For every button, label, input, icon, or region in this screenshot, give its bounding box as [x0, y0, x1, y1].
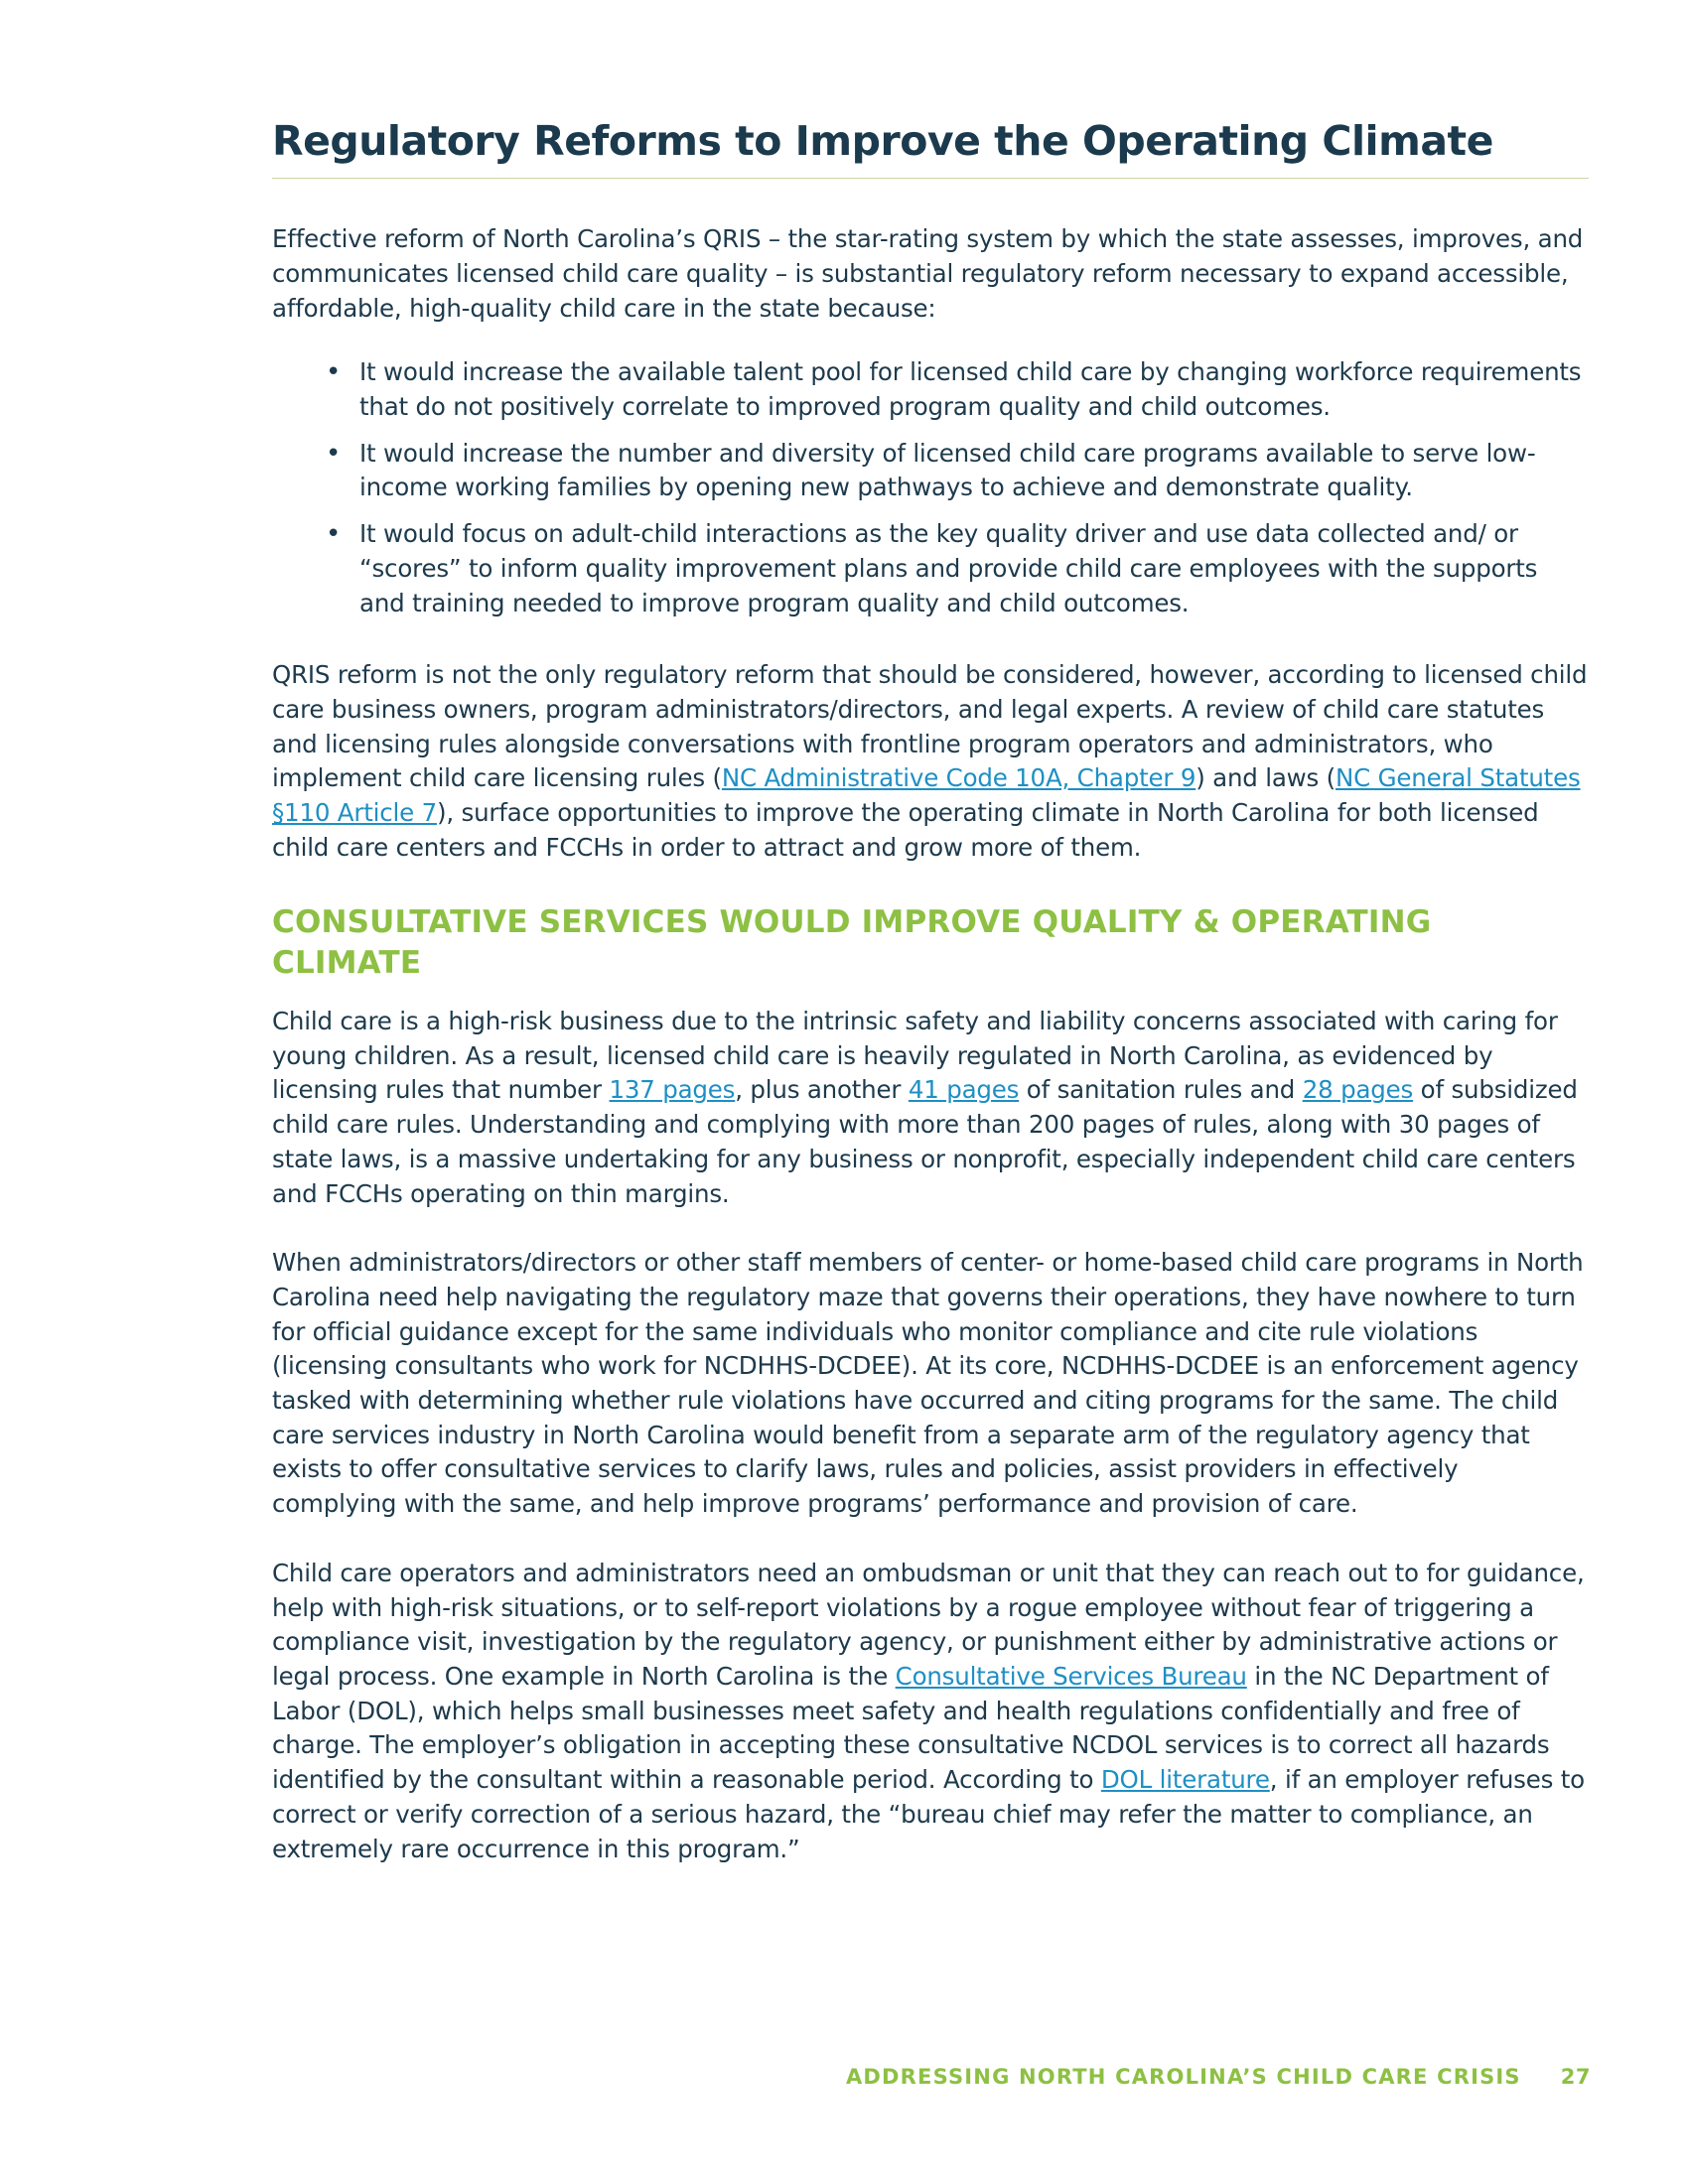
text-span: of subsidized child care rules. Understanding and complying with more than 200 pages of rules, along with 30 pages of state laws, is a massive undertaking for any business or nonprofit, especially independent child care centers and FCCHs operating on thin margins.: [272, 1075, 1578, 1208]
list-item: • It would focus on adult-child interactions as the key quality driver and use data collected and/ or “scores” to inform quality improvement plans and provide child care employees with the supports and training needed to improve program quality and child outcomes.: [359, 517, 1589, 620]
text-span: of sanitation rules and: [1019, 1075, 1303, 1105]
operators-paragraph: [272, 1557, 1589, 1866]
sanitation-rules-link[interactable]: 41 pages: [908, 1075, 1020, 1105]
text-span: , plus another: [735, 1075, 909, 1105]
page-content: [272, 117, 1589, 1866]
text-span: in the NC Department of Labor (DOL), which helps small businesses meet safety and health regulations confidentially and free of charge. The employer’s obligation in accepting these consultative NCDOL services is to correct all hazards identified by the consultant within a reasonable period. According to: [272, 1661, 1550, 1795]
list-item: • It would increase the available talent pool for licensed child care by changing workforce requirements that do not positively correlate to improved program quality and child outcomes.: [359, 355, 1589, 424]
list-item: • It would increase the number and diversity of licensed child care programs available to serve low-income working families by opening new pathways to achieve and demonstrate quality.: [359, 437, 1589, 505]
dol-literature-link[interactable]: DOL literature: [1100, 1765, 1270, 1795]
text-span: QRIS reform is not the only regulatory reform that should be considered, however, according to licensed child care business owners, program administrators/directors, and legal experts. A review of child care statutes and licensing rules alongside conversations with frontline program operators and administrators, who implement child care licensing rules (: [272, 660, 1588, 793]
qris-reform-paragraph: [272, 658, 1589, 865]
nc-administrative-code-link[interactable]: NC Administrative Code 10A, Chapter 9: [721, 763, 1196, 793]
footer-title: ADDRESSING NORTH CAROLINA’S CHILD CARE CRISIS: [845, 2065, 1521, 2089]
page-title: Regulatory Reforms to Improve the Operating Climate: [272, 117, 1589, 179]
page-footer: [846, 2065, 1591, 2089]
section-heading: CONSULTATIVE SERVICES WOULD IMPROVE QUALITY & OPERATING CLIMATE: [272, 904, 1432, 981]
intro-paragraph: Effective reform of North Carolina’s QRIS – the star-rating system by which the state assesses, improves, and communicates licensed child care quality – is substantial regulatory reform necessary to expand accessible, affordable, high-quality child care in the state because:: [272, 224, 1584, 323]
high-risk-paragraph: [272, 1005, 1589, 1211]
administrators-paragraph: When administrators/directors or other staff members of center- or home-based child care programs in North Carolina need help navigating the regulatory maze that governs their operations, they have nowhere to turn for official guidance except for the same individuals who monitor compliance and cite rule violations (licensing consultants who work for NCDHHS-DCDEE). At its core, NCDHHS-DCDEE is an enforcement agency tasked with determining whether rule violations have occurred and citing programs for the same. The child care services industry in North Carolina would benefit from a separate arm of the regulatory agency that exists to offer consultative services to clarify laws, rules and policies, assist providers in effectively complying with the same, and help improve programs’ performance and provision of care.: [272, 1248, 1584, 1519]
reasons-list: [272, 355, 1589, 620]
text-span: , if an employer refuses to correct or verify correction of a serious hazard, the “bureau chief may refer the matter to compliance, an extremely rare occurrence in this program.”: [272, 1765, 1585, 1863]
page-number: 27: [1560, 2065, 1591, 2089]
nc-general-statutes-link[interactable]: NC General Statutes §110 Article 7: [272, 763, 1581, 828]
text-span: ) and laws (: [1196, 763, 1336, 793]
subsidized-care-rules-link[interactable]: 28 pages: [1302, 1075, 1414, 1105]
licensing-rules-link[interactable]: 137 pages: [609, 1075, 736, 1105]
text-span: ), surface opportunities to improve the operating climate in North Carolina for both licensed child care centers and FCCHs in order to attract and grow more of them.: [272, 798, 1539, 862]
text-span: Child care is a high-risk business due to the intrinsic safety and liability concerns associated with caring for young children. As a result, licensed child care is heavily regulated in North Carolina, as evidenced by licensing rules that number: [272, 1007, 1558, 1105]
consultative-services-bureau-link[interactable]: Consultative Services Bureau: [895, 1661, 1247, 1691]
text-span: Child care operators and administrators need an ombudsman or unit that they can reach out to for guidance, help with high-risk situations, or to self-report violations by a rogue employee without fear of triggering a compliance visit, investigation by the regulatory agency, or punishment either by administrative actions or legal process. One example in North Carolina is the: [272, 1558, 1585, 1691]
